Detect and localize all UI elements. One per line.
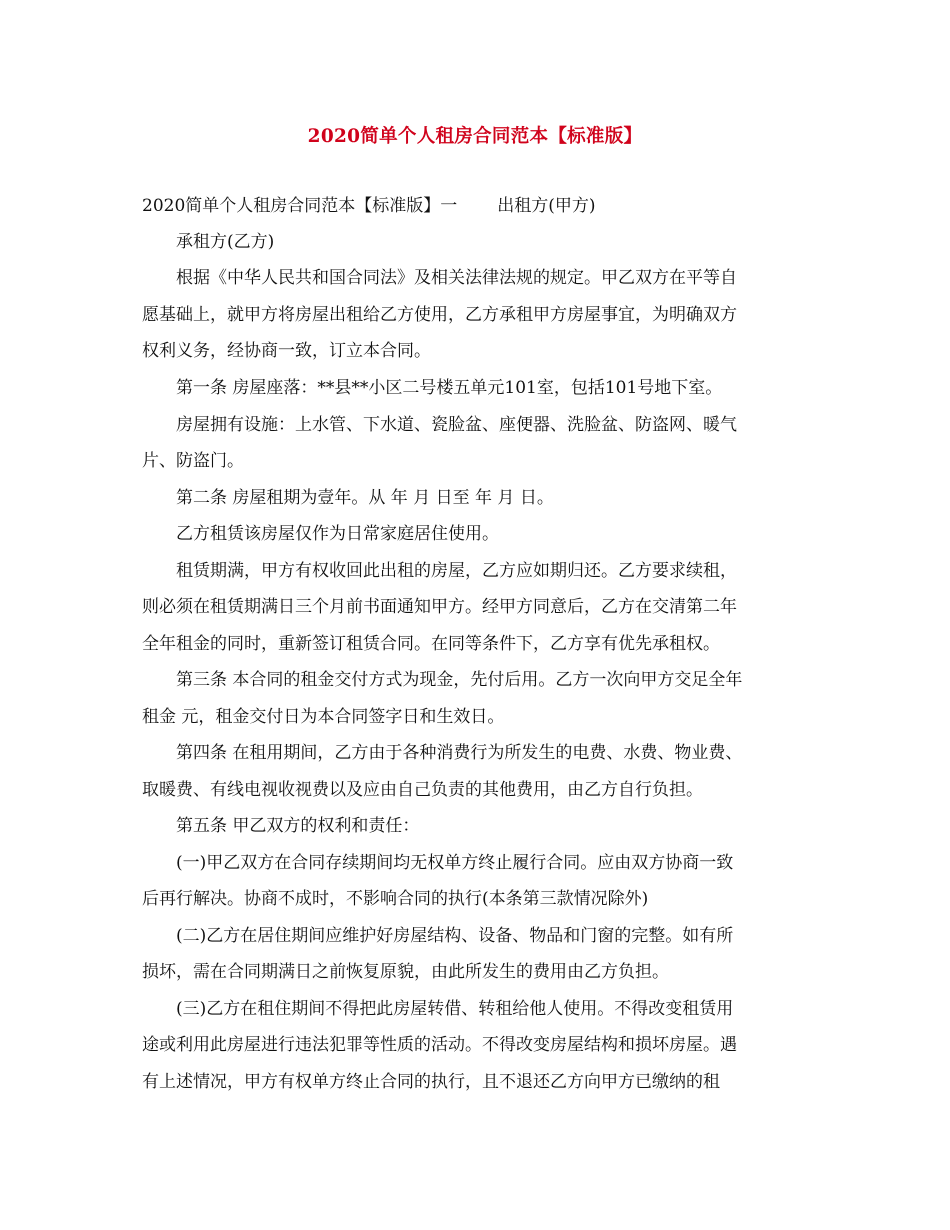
body-line: 承租方(乙方) <box>176 232 275 252</box>
body-line: 乙方租赁该房屋仅作为日常家庭居住使用。 <box>176 524 499 544</box>
heading-text: 2020简单个人租房合同范本【标准版】一 <box>142 196 458 216</box>
body-line: 第一条 房屋座落：**县**小区二号楼五单元101室，包括101号地下室。 <box>176 378 723 398</box>
body-line: (一)甲乙双方在合同存续期间均无权单方终止履行合同。应由双方协商一致 <box>176 853 734 873</box>
body-line: (二)乙方在居住期间应维护好房屋结构、设备、物品和门窗的完整。如有所 <box>176 926 734 946</box>
document-heading <box>142 196 596 216</box>
body-line: 全年租金的同时，重新签订租赁合同。在同等条件下，乙方享有优先承租权。 <box>142 634 720 654</box>
body-line: 则必须在租赁期满日三个月前书面通知甲方。经甲方同意后，乙方在交清第二年 <box>142 597 737 617</box>
body-line: 片、防盗门。 <box>142 451 244 471</box>
body-line: 第四条 在租用期间，乙方由于各种消费行为所发生的电费、水费、物业费、 <box>176 743 743 763</box>
body-line: 取暖费、有线电视收视费以及应由自己负责的其他费用，由乙方自行负担。 <box>142 780 703 800</box>
body-line: 权利义务，经协商一致，订立本合同。 <box>142 341 431 361</box>
body-line: 愿基础上，就甲方将房屋出租给乙方使用，乙方承租甲方房屋事宜，为明确双方 <box>142 305 737 325</box>
body-line: 第二条 房屋租期为壹年。从 年 月 日至 年 月 日。 <box>176 488 554 508</box>
body-line: (三)乙方在租住期间不得把此房屋转借、转租给他人使用。不得改变租赁用 <box>176 999 734 1019</box>
body-line: 有上述情况，甲方有权单方终止合同的执行，且不退还乙方向甲方已缴纳的租 <box>142 1072 720 1092</box>
body-line: 途或利用此房屋进行违法犯罪等性质的活动。不得改变房屋结构和损坏房屋。遇 <box>142 1035 737 1055</box>
body-line: 第五条 甲乙双方的权利和责任： <box>176 816 420 836</box>
body-line: 后再行解决。协商不成时，不影响合同的执行(本条第三款情况除外) <box>142 889 649 909</box>
body-line: 租金 元，租金交付日为本合同签字日和生效日。 <box>142 707 505 727</box>
body-line: 租赁期满，甲方有权收回此出租的房屋，乙方应如期归还。乙方要求续租， <box>176 561 737 581</box>
lessor-label: 出租方(甲方) <box>497 196 596 216</box>
body-line: 根据《中华人民共和国合同法》及相关法律法规的规定。甲乙双方在平等自 <box>176 268 737 288</box>
body-line: 第三条 本合同的租金交付方式为现金，先付后用。乙方一次向甲方交足全年 <box>176 670 743 690</box>
document-title: 2020简单个人租房合同范本【标准版】 <box>307 126 643 147</box>
body-line: 损坏，需在合同期满日之前恢复原貌，由此所发生的费用由乙方负担。 <box>142 962 669 982</box>
body-line: 房屋拥有设施：上水管、下水道、瓷脸盆、座便器、洗脸盆、防盗网、暖气 <box>176 415 737 435</box>
